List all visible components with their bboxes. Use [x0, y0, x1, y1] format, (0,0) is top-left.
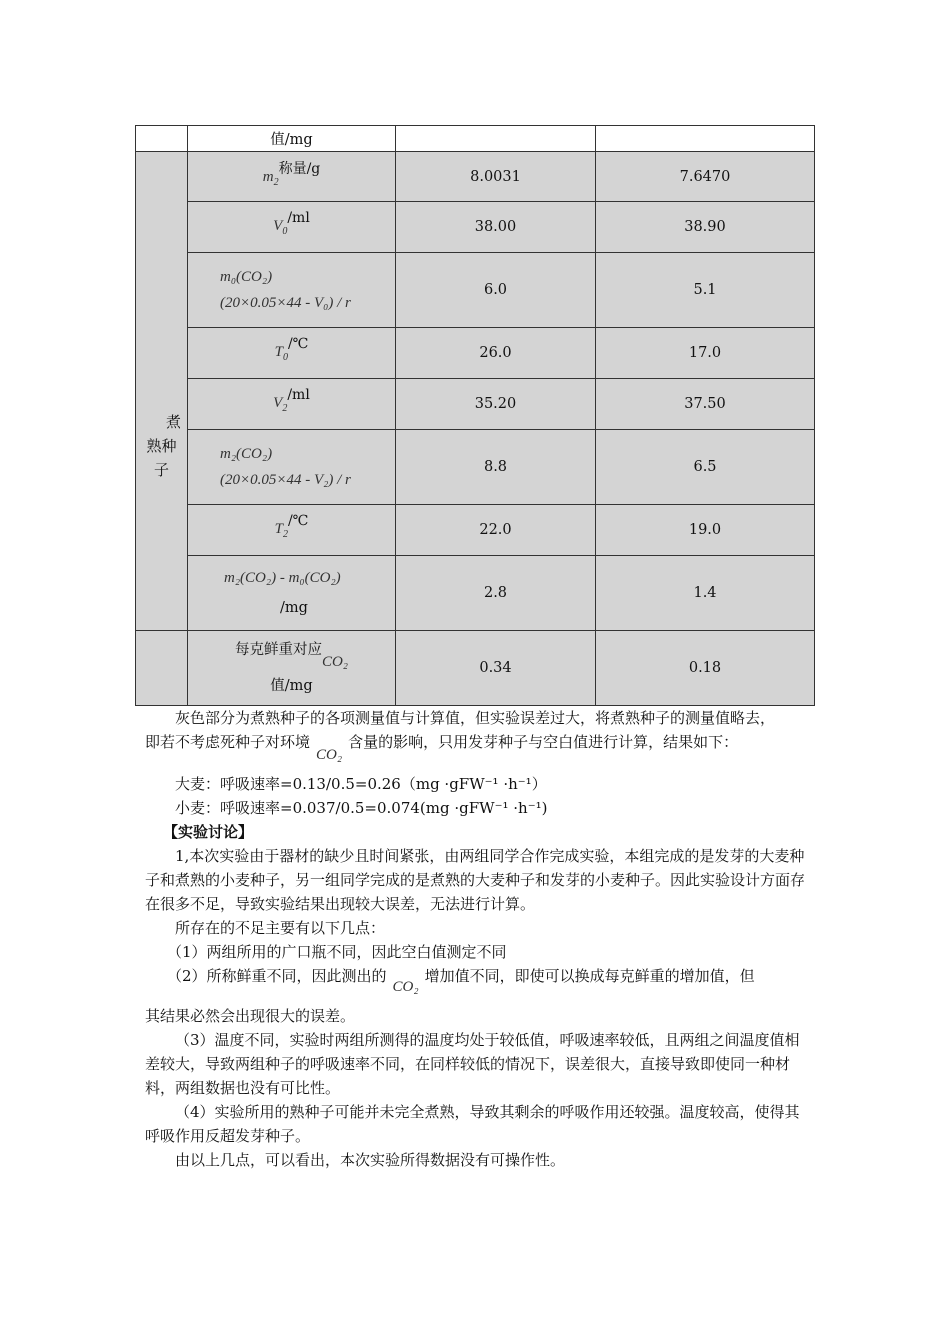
value-cell: 2.8	[396, 556, 596, 631]
value-cell: 7.6470	[596, 152, 815, 202]
row-label	[188, 505, 396, 556]
co2-formula: CO₂	[316, 747, 343, 763]
row-label	[188, 253, 396, 328]
formula-line: (20×0.05×44 - V₀) / r	[220, 295, 351, 311]
row-label	[188, 328, 396, 379]
co2-formula: CO₂	[392, 979, 419, 995]
paragraph: 由以上几点，可以看出，本次实验所得数据没有可操作性。	[175, 1151, 566, 1169]
unit: 称量/g	[278, 160, 321, 177]
subscript: 2	[273, 176, 279, 188]
value-cell: 0.18	[596, 631, 815, 706]
value-cell: 17.0	[596, 328, 815, 379]
body-text	[145, 706, 813, 1172]
table-cell	[136, 126, 188, 152]
subscript: 0	[282, 351, 288, 363]
value-cell: 1.4	[596, 556, 815, 631]
value-cell: 26.0	[396, 328, 596, 379]
row-label	[188, 202, 396, 253]
value-cell: 6.5	[596, 430, 815, 505]
paragraph: 1,本次实验由于器材的缺少且时间紧张，由两组同学合作完成实验，本组完成的是发芽的大麦种子和煮熟的小麦种子，另一组同学完成的是煮熟的大麦种子和发芽的小麦种子。因此实验设计方面存在很多不足，导致实验结果出现较大误差，无法进行计算。	[145, 847, 806, 913]
value-cell: 35.20	[396, 379, 596, 430]
formula-line: m₀(CO₂)	[220, 269, 273, 285]
paragraph	[145, 730, 813, 766]
formula-unit: /mg	[280, 600, 308, 616]
unit: /℃	[287, 512, 309, 529]
row-label-text: 值/mg	[270, 132, 313, 148]
section-heading: 【实验讨论】	[163, 823, 254, 841]
value-cell: 8.8	[396, 430, 596, 505]
group-label-line: 子	[153, 461, 169, 479]
label-text: 每克鲜重对应	[234, 642, 322, 658]
group-label-line: 煮	[165, 413, 181, 431]
formula-line: (20×0.05×44 - V₂) / r	[220, 472, 351, 488]
formula-line: m₂(CO₂) - m₀(CO₂)	[224, 570, 341, 586]
row-label	[188, 126, 396, 152]
subscript: 2	[282, 402, 288, 414]
value-cell: 22.0	[396, 505, 596, 556]
unit: /ml	[287, 209, 310, 226]
row-label	[188, 379, 396, 430]
symbol: V	[273, 217, 283, 234]
formula-line: m₂(CO₂)	[220, 446, 273, 462]
symbol: T	[274, 520, 283, 537]
paragraph: 所存在的不足主要有以下几点：	[175, 919, 386, 937]
list-item: （3）温度不同，实验时两组所测得的温度均处于较低值，呼吸速率较低，且两组之间温度值相差较大，导致两组种子的呼吸速率不同，在同样较低的情况下，误差很大，直接导致即使同一种材料，两组数据也没有可比性。	[145, 1031, 800, 1097]
list-item: （4）实验所用的熟种子可能并未完全煮熟，导致其剩余的呼吸作用还较强。温度较高，使得其呼吸作用反超发芽种子。	[145, 1103, 800, 1145]
data-table	[135, 125, 815, 706]
row-label	[188, 556, 396, 631]
unit: /℃	[287, 335, 309, 352]
table-cell	[596, 126, 815, 152]
subscript: 2	[282, 528, 288, 540]
table-cell	[396, 126, 596, 152]
wheat-result: 小麦：呼吸速率=0.037/0.5=0.074(mg ·gFW⁻¹ ·h⁻¹)	[175, 799, 548, 817]
text-span: （2）所称鲜重不同，因此测出的	[167, 967, 387, 985]
text-span: 即若不考虑死种子对环境	[145, 733, 311, 751]
label-line	[188, 638, 395, 670]
symbol: T	[274, 343, 283, 360]
list-item	[145, 964, 813, 998]
table-cell	[136, 631, 188, 706]
symbol: m	[262, 168, 274, 185]
list-item: （1）两组所用的广口瓶不同，因此空白值测定不同	[167, 943, 507, 961]
row-label	[188, 152, 396, 202]
value-cell: 37.50	[596, 379, 815, 430]
unit: /ml	[287, 386, 310, 403]
paragraph: 灰色部分为煮熟种子的各项测量值与计算值，但实验误差过大，将煮熟种子的测量值略去，	[175, 709, 776, 727]
value-cell: 38.00	[396, 202, 596, 253]
group-label-line: 熟种	[146, 437, 177, 455]
text-span: 含量的影响，只用发芽种子与空白值进行计算，结果如下：	[348, 733, 739, 751]
row-label	[188, 430, 396, 505]
label-line: 值/mg	[270, 678, 313, 694]
co2-formula: CO₂	[321, 654, 349, 670]
value-cell: 5.1	[596, 253, 815, 328]
value-cell: 8.0031	[396, 152, 596, 202]
value-cell: 19.0	[596, 505, 815, 556]
value-cell: 6.0	[396, 253, 596, 328]
text-span: 增加值不同，即使可以换成每克鲜重的增加值，但	[424, 967, 755, 985]
row-label	[188, 631, 396, 706]
barley-result: 大麦：呼吸速率=0.13/0.5=0.26（mg ·gFW⁻¹ ·h⁻¹）	[175, 775, 547, 793]
subscript: 0	[282, 225, 288, 237]
group-label-cooked-seeds	[136, 152, 188, 631]
paragraph: 其结果必然会出现很大的误差。	[145, 1007, 356, 1025]
symbol: V	[273, 394, 283, 411]
value-cell: 0.34	[396, 631, 596, 706]
value-cell: 38.90	[596, 202, 815, 253]
